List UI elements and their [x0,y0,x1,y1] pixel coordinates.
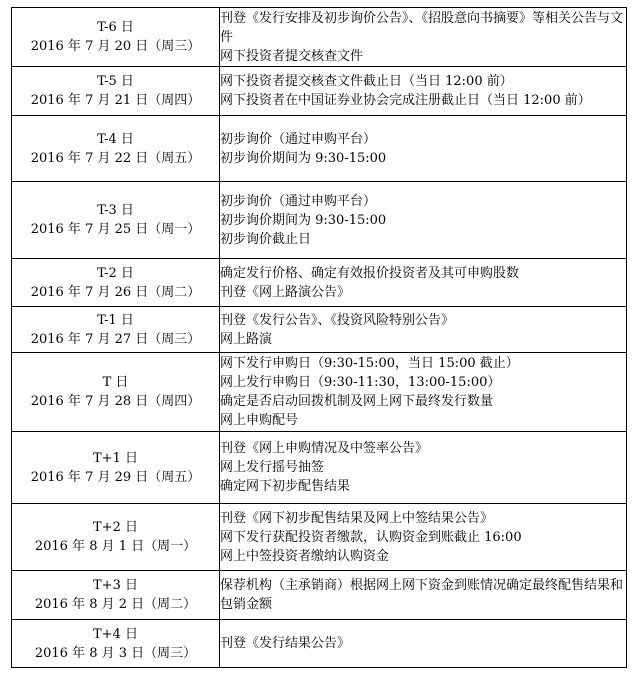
event-cell [220,182,627,259]
date-cell [12,620,220,668]
event-item: 初步询价期间为 9:30-15:00 [220,150,387,166]
date-cell [12,504,220,571]
calendar-date: 2016 年 7 月 20 日（周三） [30,39,201,54]
table-row [12,67,627,116]
event-cell [220,307,627,353]
event-cell [220,259,627,307]
table-row [12,620,627,668]
event-cell [220,67,627,116]
trading-day-label: T-2 日 [97,265,134,281]
event-cell [220,571,627,620]
table-row [12,259,627,307]
trading-day-label: T+3 日 [93,578,138,593]
event-item: 网下发行申购日（9:30-15:00，当日 15:00 截止） [220,356,519,371]
event-cell [220,620,627,668]
trading-day-label: T-4 日 [97,131,134,147]
trading-day-label: T+4 日 [93,626,138,642]
event-item: 刊登《发行结果公告》 [220,636,351,651]
event-item: 保荐机构（主承销商）根据网上网下资金到账情况确定最终配售结果和包销金额 [220,578,624,612]
event-item: 刊登《网上路演公告》 [220,284,351,300]
table-row [12,504,627,571]
calendar-date: 2016 年 7 月 29 日（周五） [30,469,201,485]
calendar-date: 2016 年 7 月 27 日（周三） [30,331,201,347]
table-row [12,116,627,182]
trading-day-label: T-6 日 [97,20,134,35]
calendar-date: 2016 年 8 月 2 日（周二） [34,597,197,612]
trading-day-label: T-3 日 [97,203,134,218]
calendar-date: 2016 年 7 月 25 日（周一） [30,222,201,237]
event-item: 网下发行获配投资者缴款，认购资金到账截止 16:00 [220,529,522,545]
table-row [12,353,627,432]
table-row [12,8,627,67]
event-item: 确定是否启动回拨机制及网上网下最终发行数量 [220,394,494,409]
event-cell [220,8,627,67]
calendar-date: 2016 年 8 月 1 日（周一） [34,539,197,554]
trading-day-label: T-5 日 [97,74,134,89]
trading-day-label: T+1 日 [93,450,138,466]
table-row [12,307,627,353]
calendar-date: 2016 年 7 月 26 日（周二） [30,284,201,300]
event-item: 网上路演 [220,331,273,347]
event-item: 确定发行价格、确定有效报价投资者及其可申购股数 [220,265,520,281]
event-item: 网上发行摇号抽签 [220,460,325,475]
calendar-date: 2016 年 7 月 22 日（周五） [30,150,201,166]
event-item: 初步询价（通过申购平台） [220,131,377,147]
event-cell [220,432,627,504]
event-item: 刊登《发行公告》、《投资风险特别公告》 [220,312,455,328]
event-item: 初步询价期间为 9:30-15:00 [220,212,387,228]
event-cell [220,353,627,432]
event-item: 确定网下初步配售结果 [220,479,351,494]
event-item: 网下投资者提交核查文件 [220,48,364,64]
calendar-date: 2016 年 7 月 21 日（周四） [30,93,201,108]
event-cell [220,116,627,182]
date-cell [12,571,220,620]
issuance-schedule-table [11,7,627,668]
event-item: 刊登《发行安排及初步询价公告》、《招股意向书摘要》等相关公告与文件 [220,10,624,45]
table-row [12,432,627,504]
table-row [12,571,627,620]
event-item: 网上申购配号 [220,413,299,428]
date-cell [12,432,220,504]
date-cell [12,8,220,67]
calendar-date: 2016 年 7 月 28 日（周四） [30,394,201,409]
event-item: 网上中签投资者缴纳认购资金 [220,548,390,564]
date-cell [12,182,220,259]
date-cell [12,67,220,116]
event-item: 刊登《网上申购情况及中签率公告》 [220,441,429,456]
event-item: 网下投资者提交核查文件截止日（当日 12:00 前） [220,74,513,89]
event-item: 初步询价截止日 [220,231,312,247]
event-item: 网下投资者在中国证券业协会完成注册截止日（当日 12:00 前） [220,93,591,108]
trading-day-label: T-1 日 [97,312,134,328]
trading-day-label: T 日 [102,375,129,390]
table-row [12,182,627,259]
date-cell [12,353,220,432]
date-cell [12,307,220,353]
event-item: 初步询价（通过申购平台） [220,193,377,209]
event-item: 网上发行申购日（9:30-11:30，13:00-15:00） [220,375,501,390]
event-item: 刊登《网下初步配售结果及网上中签结果公告》 [220,510,494,526]
calendar-date: 2016 年 8 月 3 日（周三） [34,645,197,661]
date-cell [12,259,220,307]
event-cell [220,504,627,571]
trading-day-label: T+2 日 [93,520,138,535]
date-cell [12,116,220,182]
